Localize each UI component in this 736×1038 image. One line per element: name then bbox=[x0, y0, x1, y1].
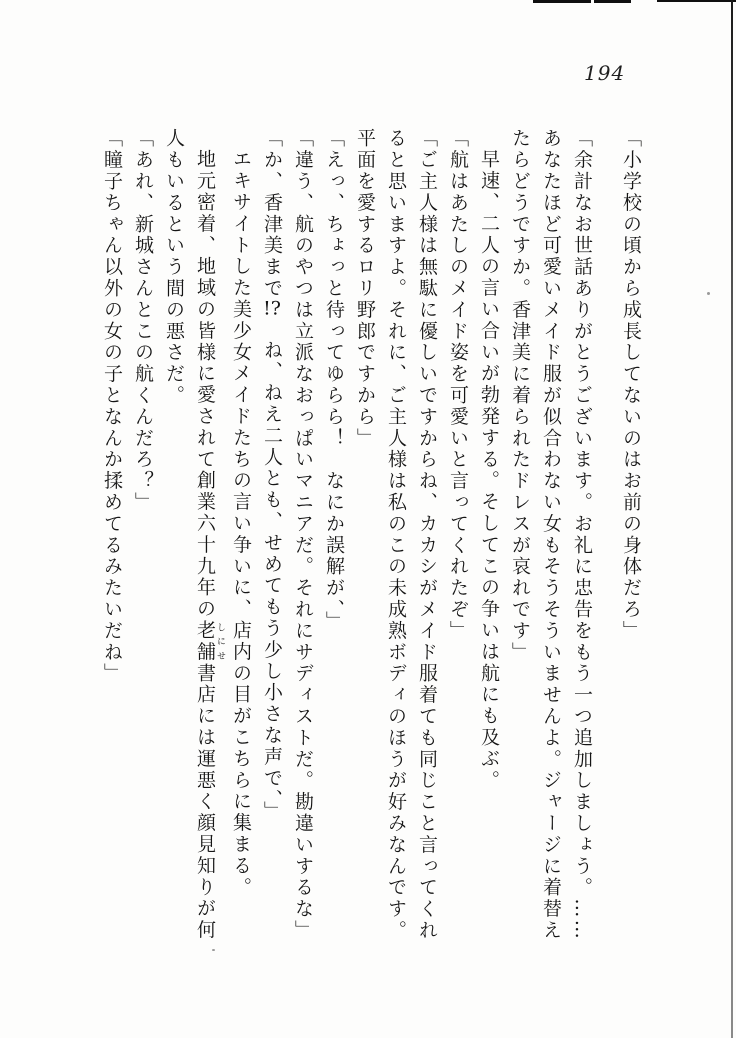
tatechuyoko-exclamation-question: !? bbox=[263, 299, 281, 319]
paragraph-3: 早速、二人の言い合いが勃発する。そしてこの争いは航にも及ぶ。 bbox=[478, 149, 500, 792]
page-edge-line bbox=[731, 0, 733, 1038]
scan-speck-1 bbox=[707, 292, 710, 295]
paragraph-12: 「瞳子ちゃん以外の女の子となんか揉めてるみたいだね」 bbox=[101, 128, 123, 685]
text-block bbox=[96, 128, 646, 946]
paragraph-4: 「航はあたしのメイド姿を可愛いと言ってくれたぞ」 bbox=[447, 128, 469, 642]
paragraph-7: 「違う、航のやつは立派なおっぱいマニアだ。それにサディストだ。勘違いするな」 bbox=[292, 128, 314, 942]
scan-speck-2 bbox=[212, 949, 215, 951]
paragraph-8: 「か、香津美まで!? ね、ねえ二人とも、せめてもう少し小さな声で、」 bbox=[261, 128, 283, 823]
paragraph-10: 地元密着、地域の皆様に愛されて創業六十九年の老舗 しにせ書店には運悪く顔見知りが何人もいるという間の悪さだ。 bbox=[163, 128, 225, 942]
paragraph-6: 「えっ、ちょっと待ってゆらら！ なにか誤解が、」 bbox=[323, 128, 345, 633]
scan-artifact-top-1 bbox=[533, 0, 591, 3]
paragraph-9: エキサイトした美少女メイドたちの言い争いに、店内の目がこちらに集まる。 bbox=[230, 149, 252, 899]
paragraph-2: 「余計なお世話ありがとうございます。お礼に忠告をもう一つ追加しましょう。……あなたほど可愛いメイド服が似合わない女もそうそういませんよ。ジャージに着替えたらどうですか。香津美に着られたドレスが哀れです」 bbox=[509, 128, 593, 942]
paragraph-5: 「ご主人様は無駄に優しいですからね、カカシがメイド服着ても同じこと言ってくれると思いますよ。それに、ご主人様は私のこの未成熟ボディのほうが好みなんです。平面を愛するロリ野郎ですから」 bbox=[354, 128, 438, 942]
paragraph-11: 「あれ、新城さんとこの航くんだろ？」 bbox=[132, 128, 154, 514]
scan-artifact-top-3 bbox=[657, 0, 736, 2]
scan-artifact-top-2 bbox=[594, 0, 631, 3]
paragraph-1: 「小学校の頃から成長してないのはお前の身体だろ」 bbox=[620, 128, 642, 642]
page-number: 194 bbox=[584, 61, 626, 85]
furigana-しにせ: 老舗 しにせ bbox=[194, 620, 225, 664]
